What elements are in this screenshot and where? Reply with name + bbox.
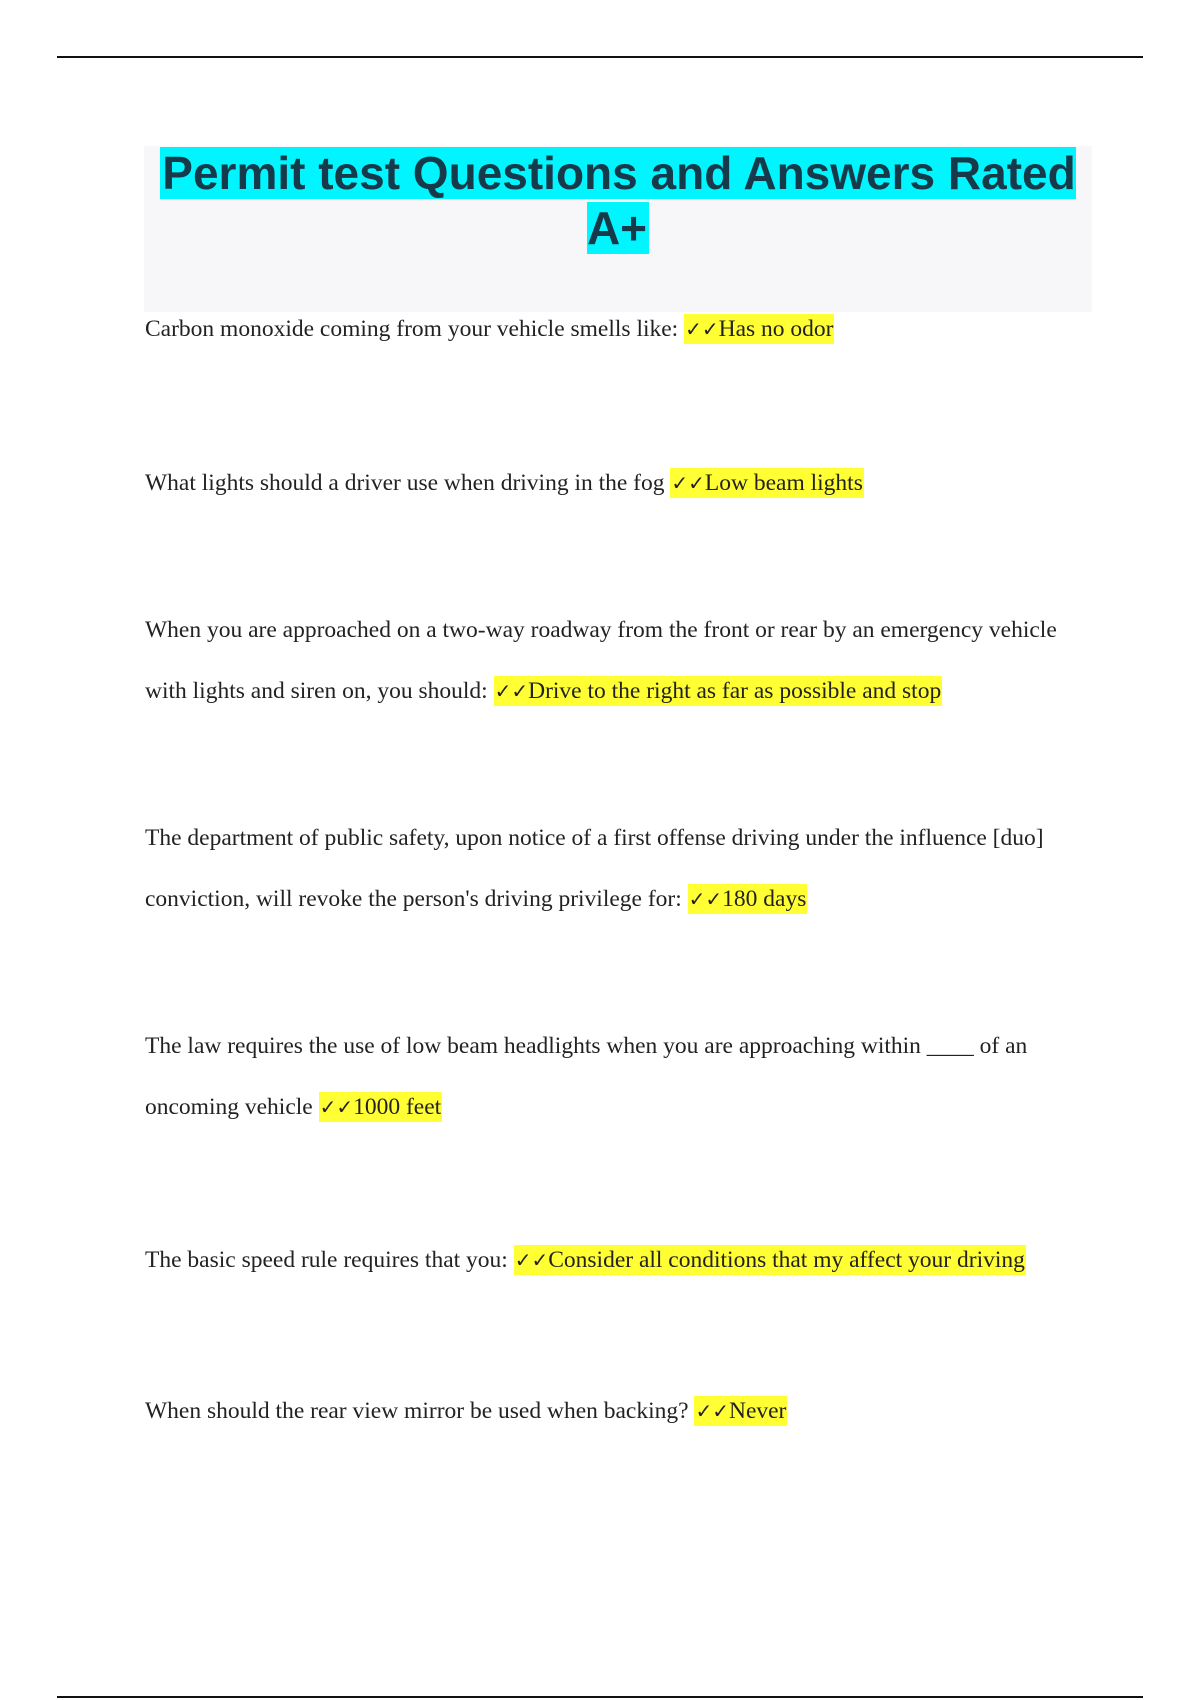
answer-highlight [694, 1396, 787, 1426]
answer-text: Has no odor [718, 316, 834, 342]
title-highlight: Permit test Questions and Answers Rated A+ [162, 147, 1076, 254]
question-text: The department of public safety, upon notice of a first offense driving under the influence [duo] conviction, will revoke the person's driving privilege for: [145, 825, 1044, 912]
title-box [144, 146, 1092, 312]
answer-text: Drive to the right as far as possible and stop [528, 678, 942, 704]
qa-item-4 [145, 808, 1095, 930]
bottom-rule [57, 1696, 1143, 1698]
answer-highlight [319, 1092, 443, 1122]
qa-item-2 [145, 453, 1095, 514]
question-text: What lights should a driver use when driving in the fog [145, 470, 671, 496]
question-text: The law requires the use of low beam headlights when you are approaching within ____ of an oncoming vehicle [145, 1033, 1028, 1120]
qa-item-6 [145, 1230, 1095, 1291]
checkmark-icon: ✓✓ [319, 1095, 354, 1119]
question-text: When should the rear view mirror be used when backing? [145, 1398, 695, 1424]
question-text: When you are approached on a two-way roadway from the front or rear by an emergency vehicle with lights and siren on, you should: [145, 617, 1057, 704]
document-title [144, 146, 1092, 256]
checkmark-icon: ✓✓ [685, 317, 719, 341]
question-text: The basic speed rule requires that you: [145, 1247, 514, 1273]
question-text: Carbon monoxide coming from your vehicle smells like: [145, 316, 685, 342]
checkmark-icon: ✓✓ [688, 887, 723, 911]
answer-text: Low beam lights [704, 470, 863, 496]
checkmark-icon: ✓✓ [671, 471, 705, 495]
checkmark-icon: ✓✓ [514, 1248, 549, 1272]
answer-text: 1000 feet [353, 1094, 442, 1120]
answer-highlight [688, 884, 808, 914]
qa-item-7 [145, 1381, 1095, 1442]
qa-item-3 [145, 600, 1095, 722]
answer-highlight [670, 468, 863, 498]
answer-text: Never [728, 1398, 787, 1424]
answer-text: 180 days [722, 886, 807, 912]
top-rule [57, 56, 1143, 58]
qa-item-1 [145, 299, 1095, 360]
qa-item-5 [145, 1016, 1095, 1138]
checkmark-icon: ✓✓ [494, 679, 529, 703]
answer-highlight [514, 1245, 1026, 1275]
answer-text: Consider all conditions that my affect your driving [548, 1247, 1025, 1273]
checkmark-icon: ✓✓ [695, 1399, 729, 1423]
answer-highlight [494, 676, 943, 706]
answer-highlight [684, 314, 834, 344]
